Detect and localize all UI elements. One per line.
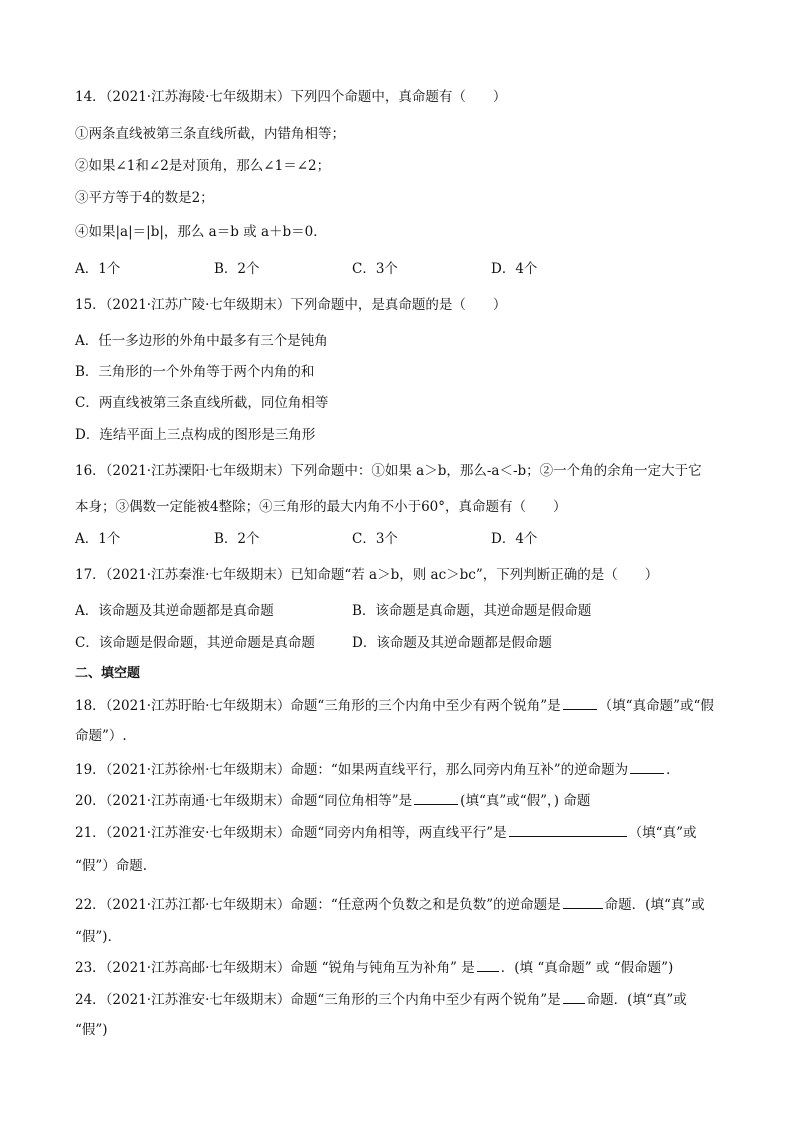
- q19-answer-blank[interactable]: [630, 759, 664, 774]
- q23-text-a: 23．（2021·江苏高邮·七年级期末）命题 “锐角与钝角互为补角” 是: [75, 960, 475, 976]
- q14-statement-3: ③平方等于4的数是2；: [75, 190, 214, 206]
- q16-option-c: C．3个: [352, 531, 398, 547]
- section-title: 二、填空题: [75, 666, 141, 681]
- q14-statement-2: ②如果∠1和∠2是对顶角，那么∠1＝∠2；: [75, 158, 331, 174]
- q24-text-b: 命题．(填“真”或: [586, 992, 687, 1008]
- q14-stem: 14．（2021·江苏海陵·七年级期末）下列四个命题中，真命题有（ ）: [75, 89, 507, 105]
- q17-option-a: A．该命题及其逆命题都是真命题: [75, 603, 274, 619]
- q21-text-b: （填“真”或: [628, 825, 697, 841]
- q19-line: [75, 759, 680, 779]
- q24-line-1: [75, 989, 687, 1009]
- q17-stem: 17．（2021·江苏秦淮·七年级期末）已知命题“若 a＞b，则 ac＞bc”，下列判断正确的是（ ）: [75, 567, 659, 583]
- q15-stem: 15．（2021·江苏广陵·七年级期末）下列命题中，是真命题的是（ ）: [75, 297, 507, 313]
- q24-line-2: “假”): [75, 1022, 108, 1038]
- q14-option-b: B．2个: [214, 261, 260, 277]
- q18-text-b: （填“真命题”或“假: [598, 698, 714, 714]
- q14-option-c: C．3个: [352, 261, 398, 277]
- q21-text-a: 21．（2021·江苏淮安·七年级期末）命题“同旁内角相等，两直线平行”是: [75, 825, 507, 841]
- q18-answer-blank[interactable]: [563, 695, 597, 710]
- q20-text-a: 20．（2021·江苏南通·七年级期末）命题“同位角相等”是: [75, 793, 413, 809]
- q17-option-b: B．该命题是真命题，其逆命题是假命题: [352, 603, 592, 619]
- q24-answer-blank[interactable]: [563, 989, 585, 1004]
- q16-stem-line-2: 本身；③偶数一定能被4整除；④三角形的最大内角不小于60°，真命题有（ ）: [75, 499, 567, 515]
- q22-line-1: [75, 894, 705, 914]
- q20-line: [75, 790, 590, 810]
- q22-text-b: 命题．(填“真”或: [604, 897, 705, 913]
- q16-option-b: B．2个: [214, 531, 260, 547]
- q18-text-a: 18．（2021·江苏盱眙·七年级期末）命题“三角形的三个内角中至少有两个锐角”是: [75, 698, 561, 714]
- q14-statement-1: ①两条直线被第三条直线所截，内错角相等；: [75, 126, 345, 142]
- q21-line-1: [75, 822, 696, 842]
- q23-text-b: ．(填 “真命题” 或 “假命题”): [500, 960, 674, 976]
- q20-answer-blank[interactable]: [414, 790, 458, 805]
- q19-text-b: ．: [666, 762, 680, 778]
- q14-option-d: D．4个: [491, 261, 538, 277]
- q14-statement-4: ④如果|a|＝|b|，那么 a＝b 或 a＋b＝0．: [75, 224, 327, 240]
- q15-option-c: C．两直线被第三条直线所截，同位角相等: [75, 395, 329, 411]
- q20-text-b: (填“真”或“假”，) 命题: [460, 793, 591, 809]
- q23-answer-blank[interactable]: [477, 957, 499, 972]
- q22-answer-blank[interactable]: [563, 894, 603, 909]
- q22-text-a: 22．（2021·江苏江都·七年级期末）命题：“任意两个负数之和是负数”的逆命题是: [75, 897, 561, 913]
- q15-option-a: A．任一多边形的外角中最多有三个是钝角: [75, 333, 328, 349]
- q18-line-2: 命题”）.: [75, 728, 127, 744]
- q18-line-1: [75, 695, 714, 715]
- q23-line: [75, 957, 673, 977]
- q16-option-a: A．1个: [75, 531, 121, 547]
- q17-option-c: C．该命题是假命题，其逆命题是真命题: [75, 635, 315, 651]
- q24-text-a: 24．（2021·江苏淮安·七年级期末）命题“三角形的三个内角中至少有两个锐角”是: [75, 992, 561, 1008]
- q21-answer-blank[interactable]: [509, 822, 627, 837]
- q15-option-d: D．连结平面上三点构成的图形是三角形: [75, 427, 316, 443]
- q15-option-b: B．三角形的一个外角等于两个内角的和: [75, 364, 315, 380]
- q14-option-a: A．1个: [75, 261, 121, 277]
- q17-option-d: D．该命题及其逆命题都是假命题: [352, 635, 552, 651]
- q16-stem-line-1: 16．（2021·江苏溧阳·七年级期末）下列命题中：①如果 a＞b，那么-a＜-b；②一个角的余角一定大于它: [75, 463, 702, 479]
- q16-option-d: D．4个: [491, 531, 538, 547]
- q21-line-2: “假”）命题.: [75, 858, 148, 874]
- q22-line-2: “假”)．: [75, 929, 122, 945]
- q19-text-a: 19．（2021·江苏徐州·七年级期末）命题：“如果两直线平行，那么同旁内角互补”的逆命题为: [75, 762, 629, 778]
